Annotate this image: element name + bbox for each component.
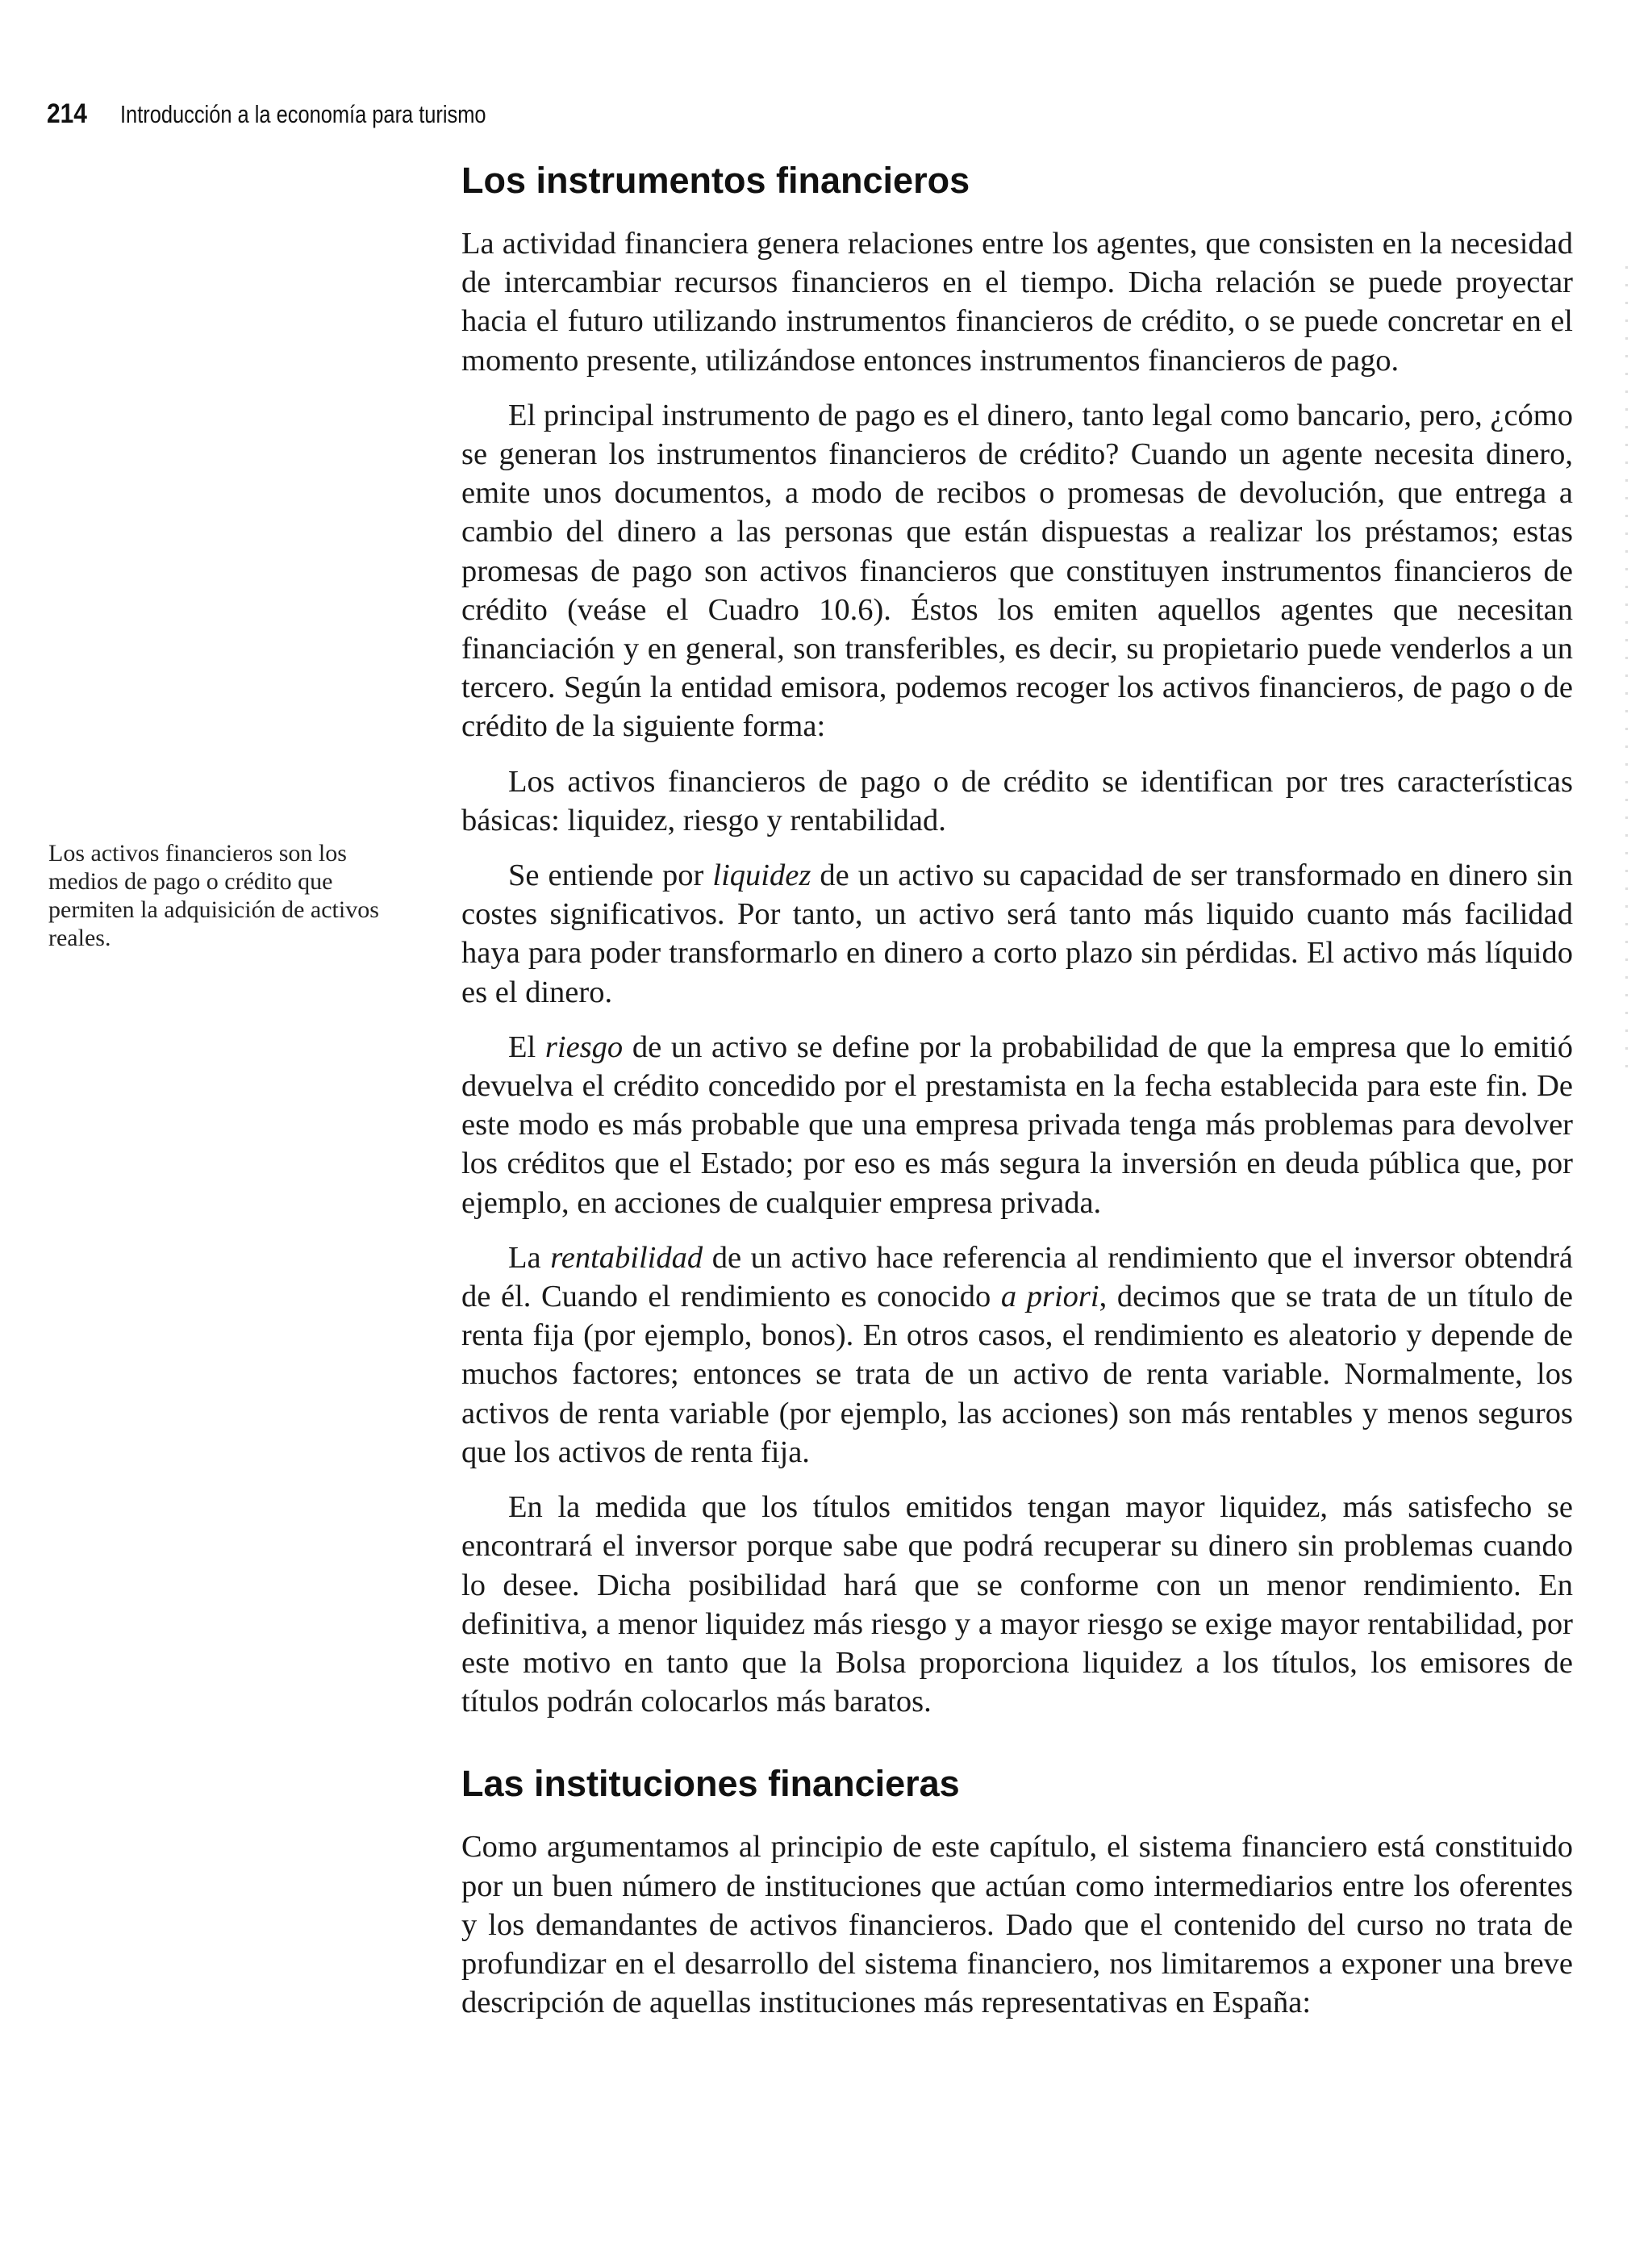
paragraph-rentabilidad [461, 1238, 1573, 1472]
text-run: Se entiende por [508, 858, 713, 893]
paragraph-2: El principal instrumento de pago es el dinero, tanto legal como bancario, pero, ¿cómo se generan los instrumentos financieros de crédito? Cuando un agente necesita dinero, emite unos documentos, a modo de recibos o promesas de devolución, que entrega a cambio del dinero a las personas que están dispuestas a realizar los préstamos; estas promesas de pago son activos financieros que constituyen instrumentos financieros de crédito (veáse el Cuadro 10.6). Éstos los emiten aquellos agentes que necesitan financiación y en general, son transferibles, es decir, su propietario puede venderlos a un tercero. Según la entidad emisora, podemos recoger los activos financieros, de pago o de crédito de la siguiente forma: [461, 398, 1573, 744]
paragraph-1: La actividad financiera genera relaciones entre los agentes, que consisten en la necesidad de intercambiar recursos financieros en el tiempo. Dicha relación se puede proyectar hacia el futuro utilizando instrumentos financieros de crédito, o se puede concretar en el momento presente, utilizándose entonces instrumentos financieros de pago. [461, 227, 1573, 378]
paragraph-riesgo [461, 1028, 1573, 1222]
page-number: 214 [47, 98, 87, 129]
paragraph-3: Los activos financieros de pago o de crédito se identifican por tres características básicas: liquidez, riesgo y rentabilidad. [461, 764, 1573, 837]
section-heading-instrumentos: Los instrumentos financieros [461, 160, 970, 201]
text-run: de un activo su capacidad de ser transformado en dinero sin costes significativos. Por tanto, un activo será tanto más liquido cuanto más facilidad haya para poder transformarlo en dinero a corto plazo sin pérdidas. El activo más líquido es el dinero. [461, 858, 1573, 1009]
term-riesgo: riesgo [544, 1029, 624, 1064]
term-a-priori: a priori [1000, 1280, 1099, 1314]
paragraph-liquidez [461, 856, 1573, 1012]
section-heading-instituciones: Las instituciones financieras [461, 1763, 960, 1805]
term-rentabilidad: rentabilidad [550, 1240, 703, 1275]
main-text-column [461, 158, 1573, 2038]
page-header [47, 98, 566, 130]
text-run: de un activo hace referencia al rendimiento que el inversor obtendrá de él. Cuando el rendimiento es conocido [461, 1240, 1573, 1314]
text-run: El [508, 1029, 545, 1064]
text-run: La [508, 1240, 551, 1275]
scan-edge-artifact [1625, 266, 1628, 1073]
margin-note: Los activos financieros son los medios de pago o crédito que permiten la adquisición de activos reales. [48, 840, 379, 951]
running-title: Introducción a la economía para turismo [120, 100, 486, 128]
text-run: , decimos que se trata de un título de renta fija (por ejemplo, bonos). En otros casos, el rendimiento es aleatorio y depende de muchos factores; entonces se trata de un activo de renta variable. Normalmente, los activos de renta variable (por ejemplo, las acciones) son más rentables y menos seguros que los activos de renta fija. [461, 1280, 1574, 1469]
text-run: de un activo se define por la probabilidad de que la empresa que lo emitió devuelva el crédito concedido por el prestamista en la fecha establecida para este fin. De este modo es más probable que una empresa privada tenga más problemas para devolver los créditos que el Estado; por eso es más segura la inversión en deuda pública que, por ejemplo, en acciones de cualquier empresa privada. [461, 1029, 1573, 1220]
paragraph-instituciones: Como argumentamos al principio de este capítulo, el sistema financiero está constituido por un buen número de instituciones que actúan como intermediarios entre los oferentes y los demandantes de activos financieros. Dado que el contenido del curso no trata de profundizar en el desarrollo del sistema financiero, nos limitaremos a exponer una breve descripción de aquellas instituciones más representativas en España: [461, 1830, 1573, 2020]
paragraph-7: En la medida que los títulos emitidos tengan mayor liquidez, más satisfecho se encontrará el inversor porque sabe que podrá recuperar su dinero sin problemas cuando lo desee. Dicha posibilidad hará que se conforme con un menor rendimiento. En definitiva, a menor liquidez más riesgo y a mayor riesgo se exige mayor rentabilidad, por este motivo en tanto que la Bolsa proporciona liquidez a los títulos, los emisores de títulos podrán colocarlos más baratos. [461, 1490, 1573, 1719]
term-liquidez: liquidez [712, 858, 811, 893]
